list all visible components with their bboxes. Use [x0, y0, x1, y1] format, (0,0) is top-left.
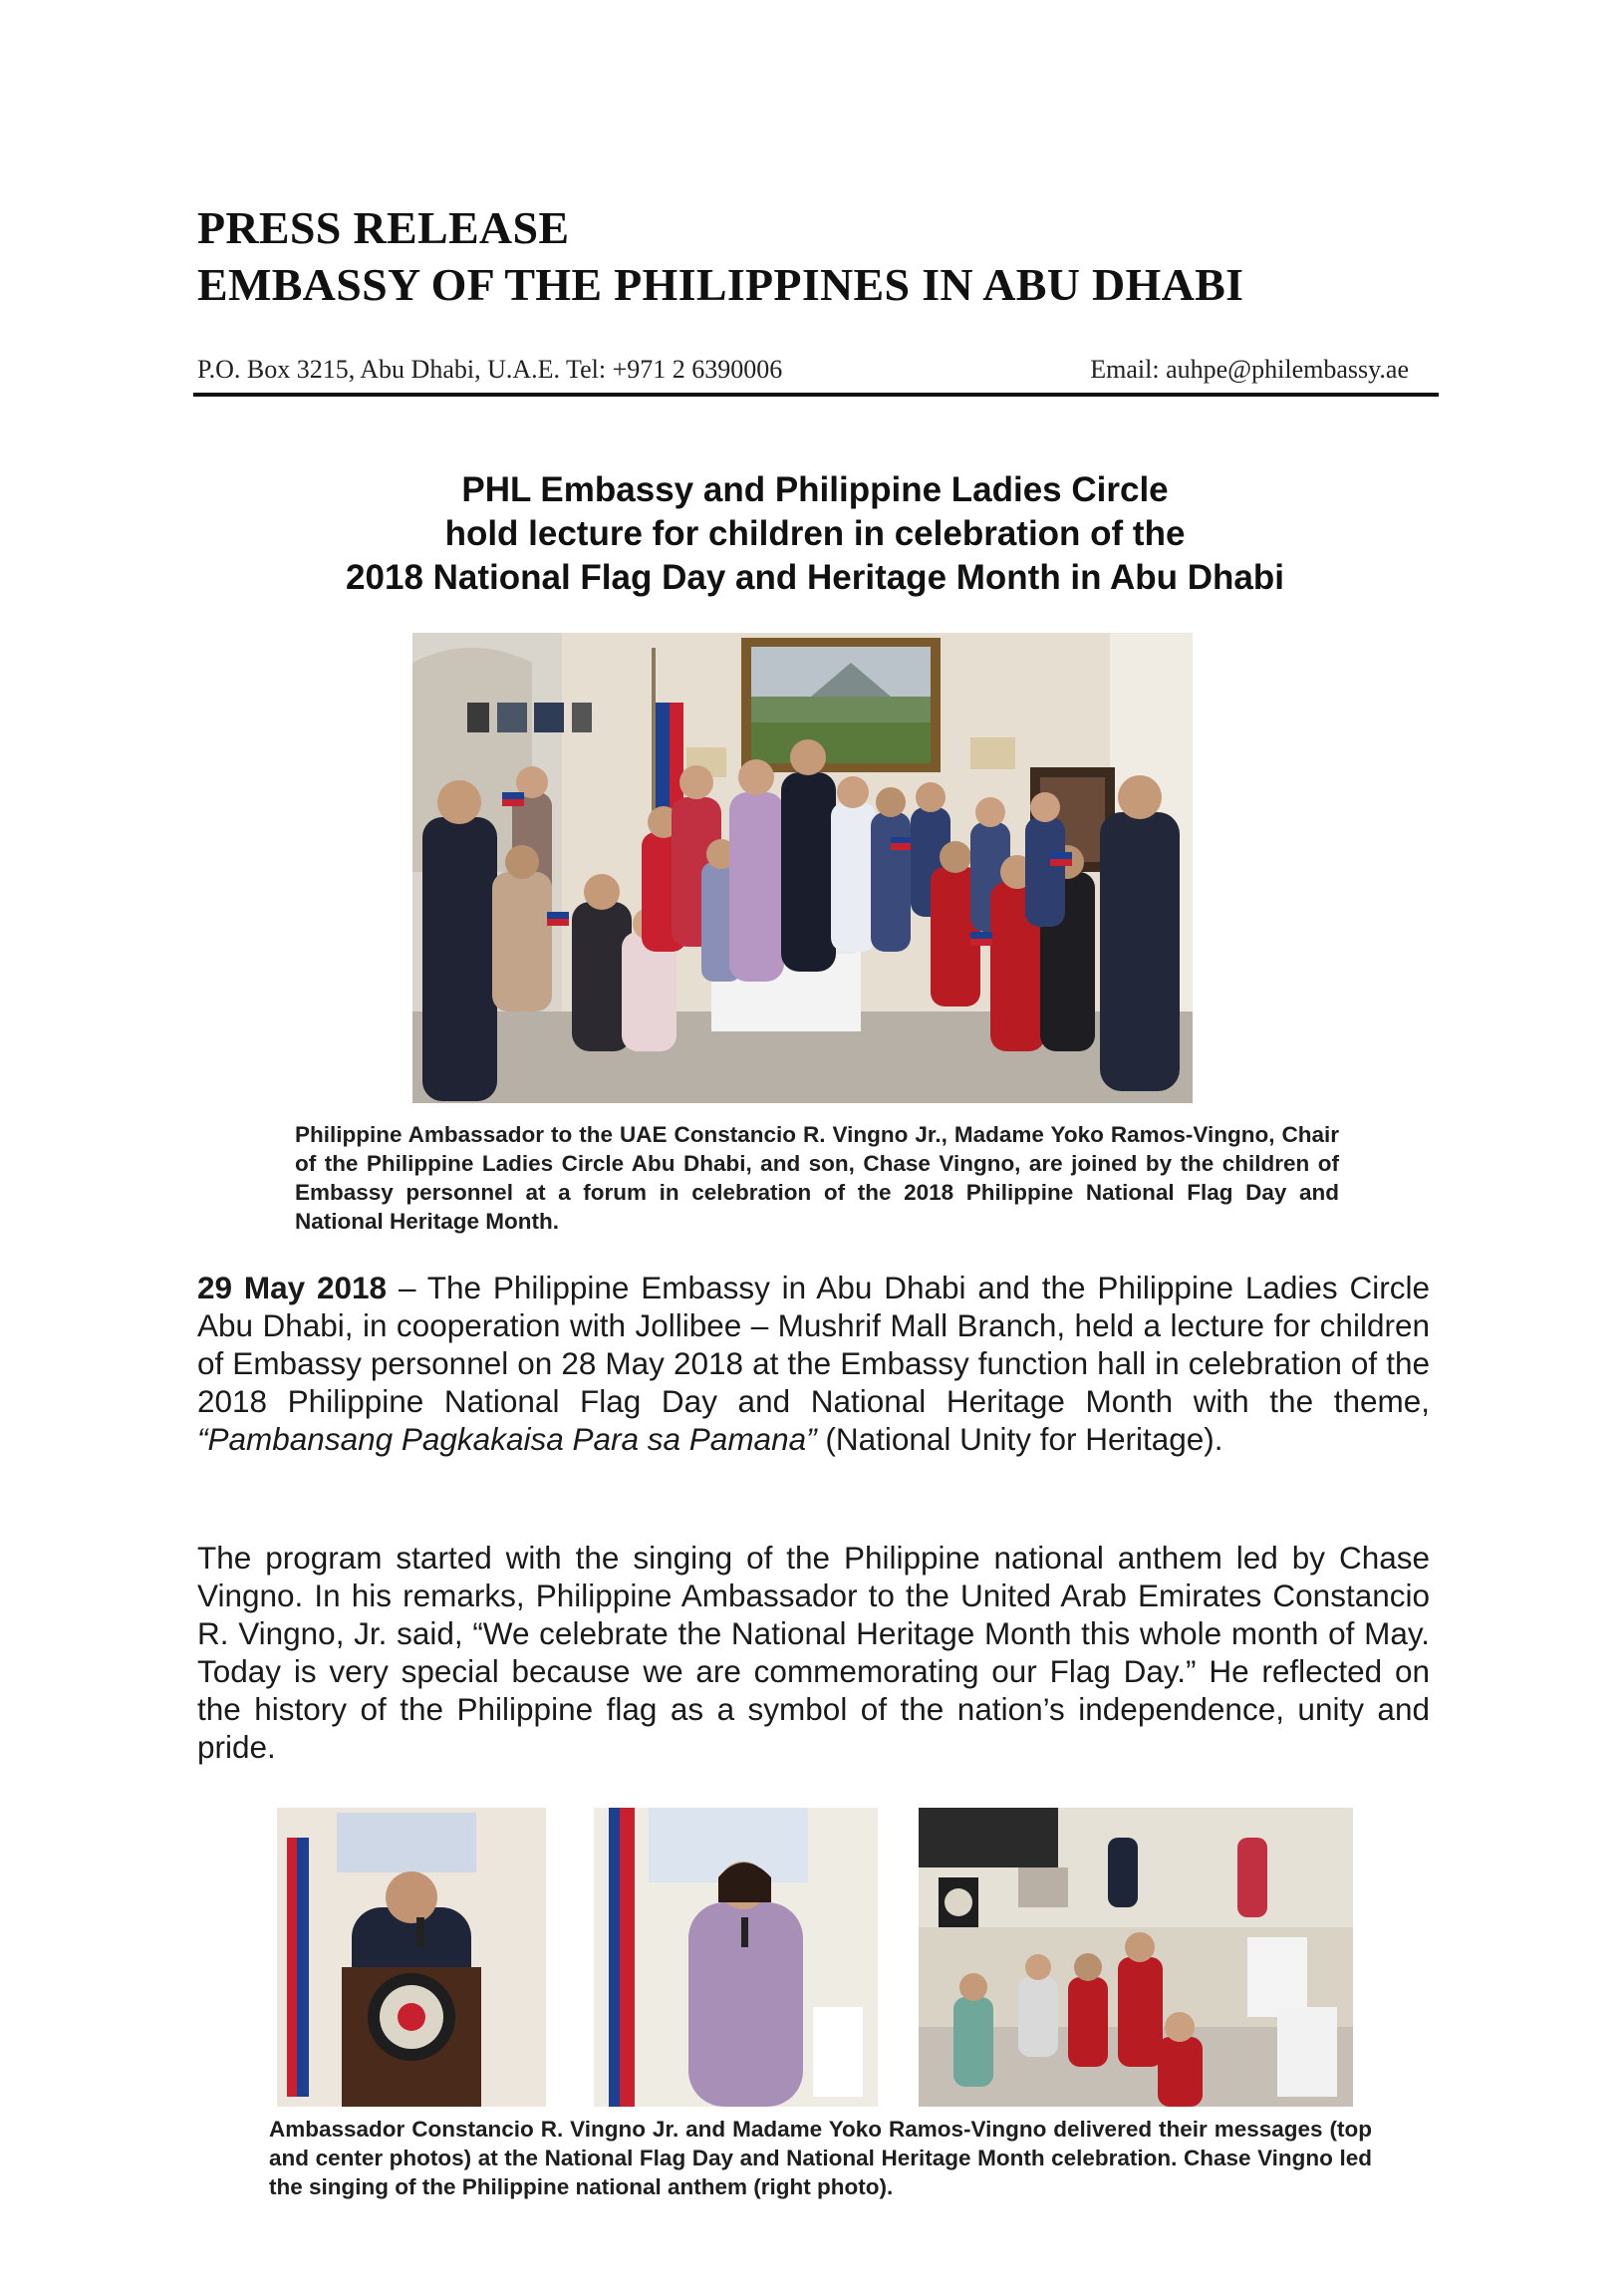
headline-line-2: hold lecture for children in celebration of the: [444, 514, 1186, 553]
paragraph-1: [197, 1269, 1430, 1458]
para1-text-b: (National Unity for Heritage).: [816, 1421, 1223, 1457]
group-photo-caption: Philippine Ambassador to the UAE Constancio R. Vingno Jr., Madame Yoko Ramos-Vingno, Chair of the Philippine Ladies Circle Abu Dhabi, and son, Chase Vingno, are joined by the children of Embassy personnel at a forum in celebration of the 2018 Philippine National Flag Day and National Heritage Month.: [295, 1122, 1339, 1234]
press-release-label: PRESS RELEASE: [197, 202, 570, 253]
address-text: P.O. Box 3215, Abu Dhabi, U.A.E. Tel: +971 2 6390006: [197, 355, 783, 384]
bottom-photos-caption: Ambassador Constancio R. Vingno Jr. and Madame Yoko Ramos-Vingno delivered their messages (top and center photos) at the National Flag Day and National Heritage Month celebration. Chase Vingno led the singing of the Philippine national anthem (right photo).: [269, 2117, 1372, 2199]
ambassador-speech-photo: [277, 1808, 546, 2107]
theme-text: “Pambansang Pagkakaisa Para sa Pamana”: [197, 1421, 817, 1457]
headline-line-3: 2018 National Flag Day and Heritage Month in Abu Dhabi: [346, 558, 1284, 597]
paragraph-2: The program started with the singing of the Philippine national anthem led by Chase Vingno. In his remarks, Philippine Ambassador to the United Arab Emirates Constancio R. Vingno, Jr. said, “We celebrate the National Heritage Month this whole month of May. Today is very special because we are commemorating our Flag Day.” He reflected on the history of the Philippine flag as a symbol of the nation’s independence, unity and pride.: [197, 1540, 1430, 1765]
anthem-singing-photo: [919, 1808, 1353, 2107]
headline-line-1: PHL Embassy and Philippine Ladies Circle: [461, 470, 1169, 509]
letterhead-title: [197, 199, 1243, 313]
dateline: 29 May 2018: [197, 1270, 388, 1305]
para1-text-a: – The Philippine Embassy in Abu Dhabi and the Philippine Ladies Circle Abu Dhabi, in cooperation with Jollibee – Mushrif Mall Branch, held a lecture for children of Embassy personnel on 28 May 2018 at the Embassy function hall in celebration of the 2018 Philippine National Flag Day and National Heritage Month with the theme,: [197, 1270, 1430, 1419]
madame-speech-photo: [594, 1808, 878, 2107]
article-headline: [199, 468, 1431, 600]
contact-line: [197, 355, 1409, 385]
email-text: Email: auhpe@philembassy.ae: [1090, 355, 1409, 384]
header-rule: [193, 393, 1439, 397]
embassy-name: EMBASSY OF THE PHILIPPINES IN ABU DHABI: [197, 259, 1244, 310]
group-photo: [412, 633, 1193, 1103]
